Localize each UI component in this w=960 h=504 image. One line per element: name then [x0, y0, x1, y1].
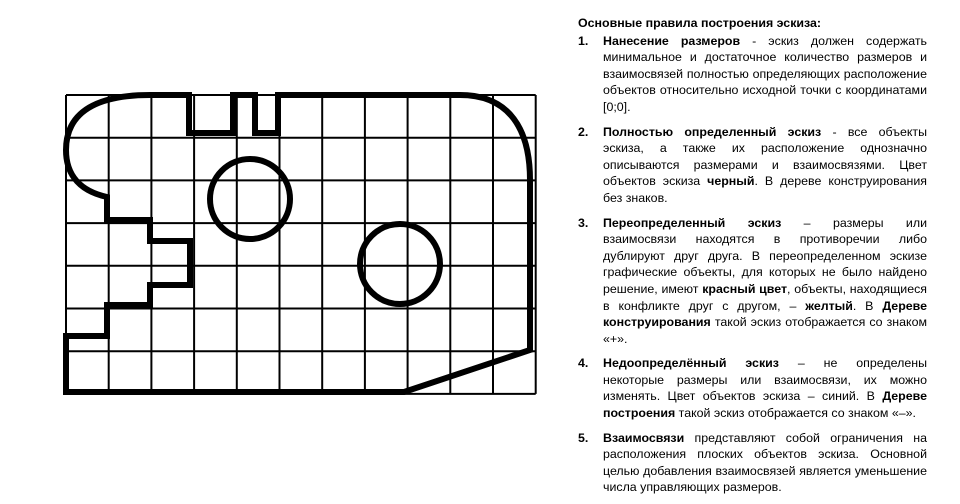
sketch-outline [66, 95, 530, 392]
rule-number: 4. [578, 356, 589, 371]
rule-item [578, 215, 927, 348]
rule-item [578, 124, 927, 207]
rule-emphasis: желтый [805, 298, 853, 313]
rule-number: 1. [578, 33, 589, 48]
rule-text: такой эскиз отображается со знаком «–». [675, 406, 916, 421]
rule-text: – не определены некоторые размеры или взаимосвязи, их можно изменять. Цвет объектов эскиза – синий. В [603, 356, 927, 404]
rules-text-block [578, 15, 927, 504]
rule-text: - эскиз должен содержать минимальное и достаточное количество размеров и взаимосвязей полностью определяющих расположение объектов относительно исходной точки с координатами [0;0]. [603, 33, 927, 114]
rule-text: . В [852, 298, 883, 313]
rule-term: Переопределенный эскиз [603, 215, 782, 230]
sketch-circle-lower [360, 224, 440, 304]
rule-item [578, 430, 927, 496]
rule-item [578, 355, 927, 421]
rule-term: Полностью определенный эскиз [603, 124, 822, 139]
rules-list [578, 33, 927, 496]
rule-emphasis: Дереве конструирования [603, 298, 928, 330]
sketch-grid [66, 95, 536, 394]
rule-emphasis: черный [707, 174, 755, 189]
rule-emphasis: Дереве построения [603, 389, 927, 421]
rule-number: 2. [578, 124, 589, 139]
rule-text: - все объекты эскиза, а также их расположение однозначно описываются размерами и взаимосвязями. Цвет объектов эскиза [603, 124, 927, 189]
rule-text: – размеры или взаимосвязи находятся в противоречии либо дублируют друг друга. В переопределенном эскизе графические объекты, для которых не было найдено решение, имеют [603, 215, 928, 296]
rule-item [578, 33, 927, 116]
rule-text: такой эскиз отображается со знаком «+». [603, 315, 927, 346]
rule-term: Нанесение размеров [603, 33, 741, 48]
rule-term: Недоопределённый эскиз [603, 356, 779, 371]
rule-emphasis: красный цвет [702, 281, 788, 296]
rules-title: Основные правила построения эскиза: [578, 16, 822, 30]
rule-text: . В дереве конструирования без знаков. [603, 174, 927, 205]
rule-term: Взаимосвязи [603, 430, 685, 445]
sketch-circle-upper [210, 159, 290, 239]
rule-text: представляют собой ограничения на расположения плоских объектов эскиза. Основной целью добавления взаимосвязей является уменьшение числа управляющих размеров. [603, 430, 927, 495]
rule-number: 3. [578, 215, 589, 230]
rule-text: , объекты, находящиеся в конфликте друг с другом, – [603, 281, 928, 313]
rule-number: 5. [578, 430, 589, 445]
